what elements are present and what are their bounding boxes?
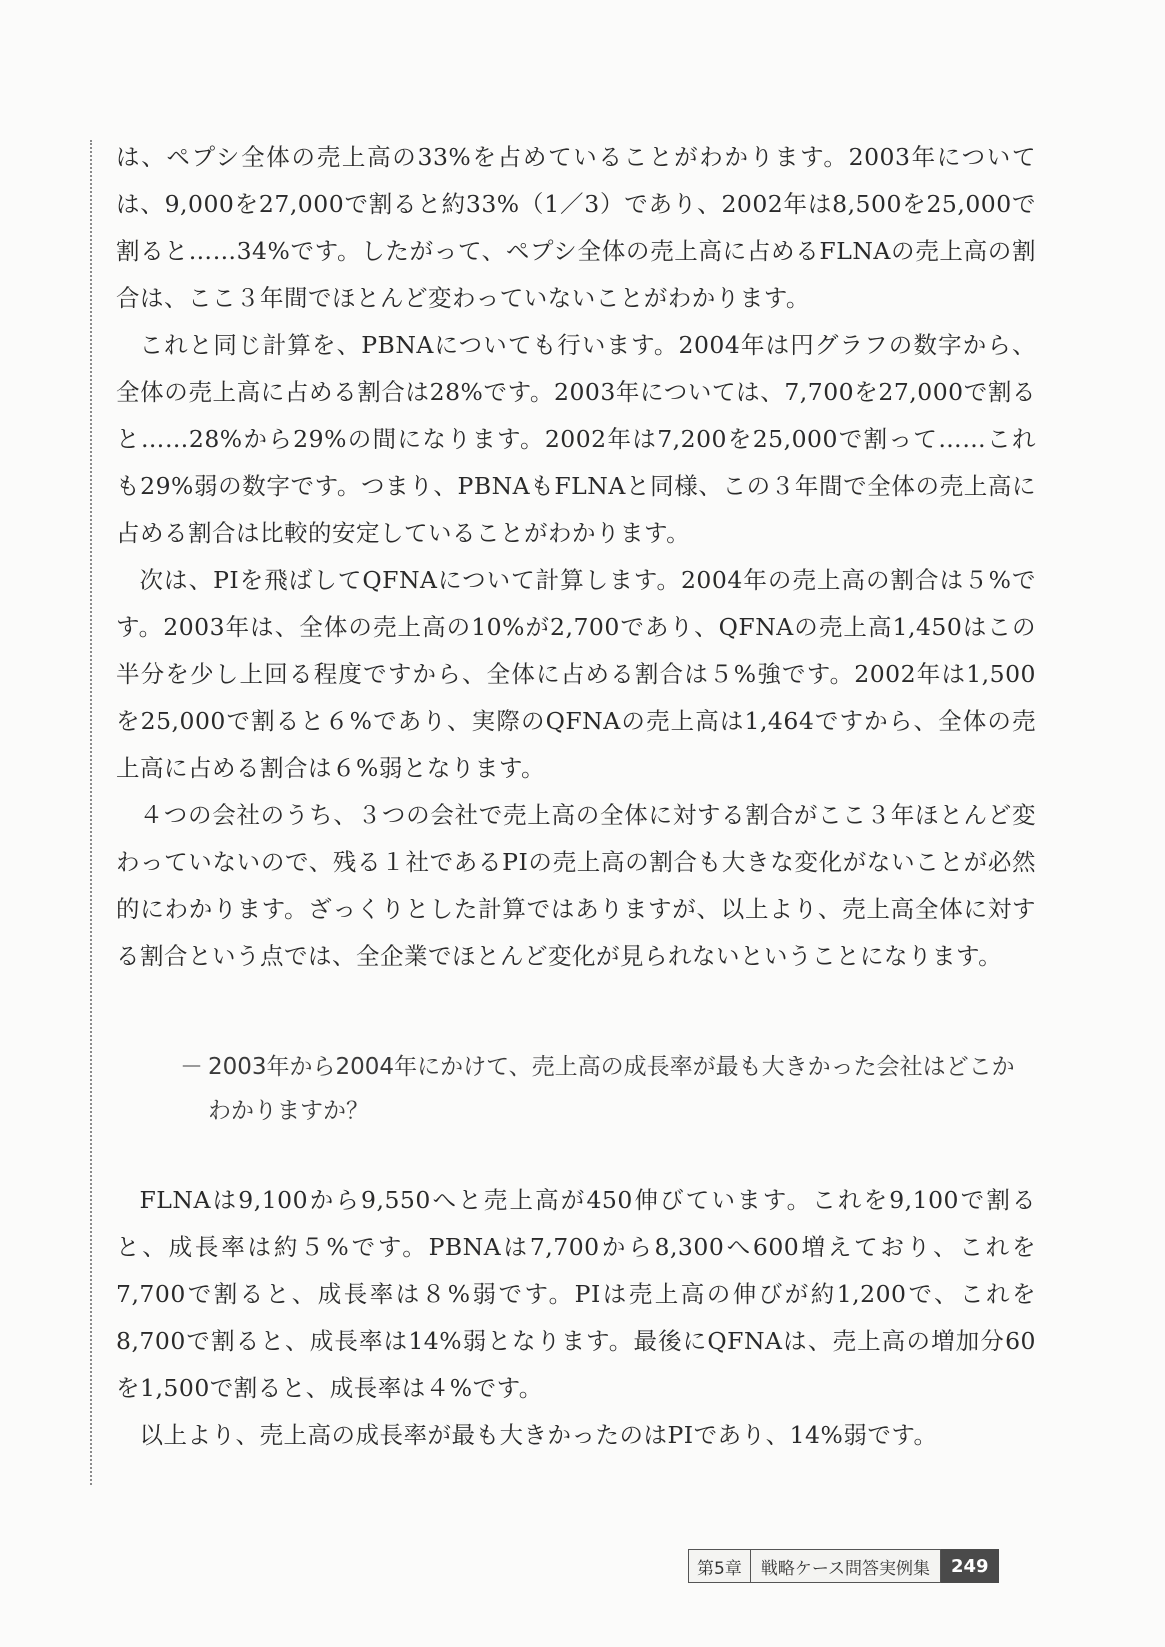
answer-text <box>116 1177 1036 1459</box>
body-paragraph-3: 次は、PIを飛ばしてQFNAについて計算します。2004年の売上高の割合は５%です。2003年は、全体の売上高の10%が2,700であり、QFNAの売上高1,450はこの半分を少し上回る程度ですから、全体に占める割合は５%強です。2002年は1,500を25,000で割ると６%であり、実際のQFNAの売上高は1,464ですから、全体の売上高に占める割合は６%弱となります。 <box>116 566 1036 782</box>
question-dash: － <box>180 1054 203 1080</box>
body-paragraph-2: これと同じ計算を、PBNAについても行います。2004年は円グラフの数字から、全体の売上高に占める割合は28%です。2003年については、7,700を27,000で割ると……28%から29%の間になります。2002年は7,200を25,000で割って……これも29%弱の数字です。つまり、PBNAもFLNAと同様、この３年間で全体の売上高に占める割合は比較的安定していることがわかります。 <box>116 331 1036 547</box>
body-text <box>116 134 1036 980</box>
footer-chapter-title: 戦略ケース問答実例集 <box>750 1549 941 1583</box>
interview-question <box>180 1045 1020 1133</box>
page-number: 249 <box>941 1549 999 1583</box>
page-footer <box>688 1549 999 1583</box>
body-paragraph-4: ４つの会社のうち、３つの会社で売上高の全体に対する割合がここ３年ほとんど変わっていないので、残る１社であるPIの売上高の割合も大きな変化がないことが必然的にわかります。ざっくりとした計算ではありますが、以上より、売上高全体に対する割合という点では、全企業でほとんど変化が見られないということになります。 <box>116 801 1036 970</box>
body-paragraph-1: は、ペプシ全体の売上高の33%を占めていることがわかります。2003年については、9,000を27,000で割ると約33%（1／3）であり、2002年は8,500を25,000で割ると……34%です。したがって、ペプシ全体の売上高に占めるFLNAの売上高の割合は、ここ３年間でほとんど変わっていないことがわかります。 <box>116 143 1036 312</box>
answer-paragraph-1: FLNAは9,100から9,550へと売上高が450伸びています。これを9,100で割ると、成長率は約５%です。PBNAは7,700から8,300へ600増えており、これを7,700で割ると、成長率は８%弱です。PIは売上高の伸びが約1,200で、これを8,700で割ると、成長率は14%弱となります。最後にQFNAは、売上高の増加分60を1,500で割ると、成長率は４%です。 <box>116 1186 1036 1402</box>
answer-paragraph-2: 以上より、売上高の成長率が最も大きかったのはPIであり、14%弱です。 <box>139 1421 938 1449</box>
margin-dotted-rule <box>90 140 92 1485</box>
footer-chapter: 第5章 <box>688 1549 750 1583</box>
question-text: 2003年から2004年にかけて、売上高の成長率が最も大きかった会社はどこかわかりますか？ <box>208 1054 1015 1124</box>
